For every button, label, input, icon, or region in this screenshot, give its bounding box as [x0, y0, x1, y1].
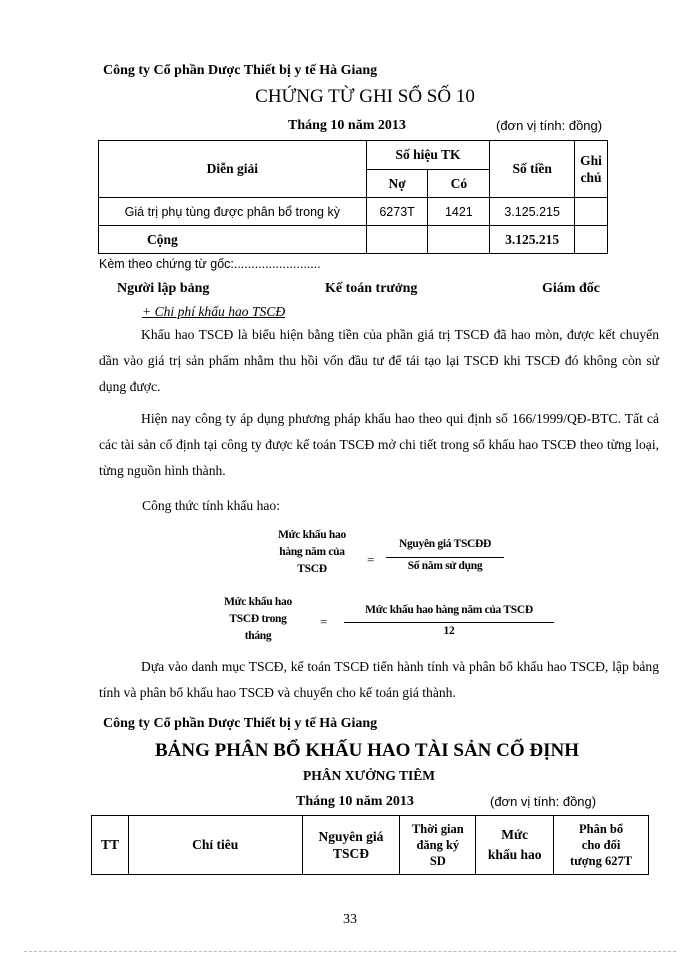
voucher-month: Tháng 10 năm 2013 [288, 118, 406, 133]
signature-director: Giám đốc [542, 281, 600, 296]
formula1-denominator: Số năm sử dụng [407, 560, 483, 572]
header-credit: Có [428, 170, 490, 198]
formula1-lhs: Mức khấu hao hàng năm của TSCĐ [278, 529, 346, 575]
header-description: Diễn giải [99, 141, 367, 198]
header-period: Thời gian đăng ký SD [400, 816, 476, 875]
row-credit: 1421 [428, 198, 490, 226]
row-debit: 6273T [366, 198, 428, 226]
company-name: Công ty Cổ phần Dược Thiết bị y tế Hà Giang [103, 63, 378, 78]
formula1-fraction-line [386, 557, 504, 558]
signature-preparer: Người lập bảng [117, 281, 210, 296]
header-item: Chỉ tiêu [128, 816, 302, 875]
header-tt: TT [92, 816, 129, 875]
voucher-title: CHỨNG TỪ GHI SỔ SỐ 10 [255, 86, 475, 107]
formula2-lhs: Mức khấu hao TSCĐ trong tháng [224, 596, 292, 642]
row-note [575, 198, 608, 226]
header-debit: Nợ [366, 170, 428, 198]
paragraph-3: Dựa vào danh mục TSCĐ, kế toán TSCĐ tiến hành tính và phân bổ khấu hao TSCĐ, lập bảng tính và phân bổ khấu hao TSCĐ và chuyển cho kế toán giá thành. [99, 659, 659, 700]
formula2-denominator: 12 [443, 625, 455, 637]
allocation-month: Tháng 10 năm 2013 [296, 794, 414, 809]
row-description: Giá trị phụ tùng được phân bổ trong kỳ [99, 198, 367, 226]
header-account-no: Số hiệu TK [366, 141, 490, 170]
paragraph-2: Hiện nay công ty áp dụng phương pháp khấu hao theo qui định số 166/1999/QĐ-BTC. Tất cả các tài sản cố định tại công ty được kế toán TSCĐ mở chi tiết trong sổ khấu hao TSCĐ theo từng loại, từng nguồn hình thành. [99, 411, 659, 478]
table-row [99, 198, 608, 226]
voucher-unit: (đơn vị tính: đồng) [496, 118, 603, 133]
formula-intro: Công thức tính khấu hao: [142, 498, 281, 513]
voucher-table [98, 140, 608, 254]
row-amount: 3.125.215 [490, 198, 575, 226]
allocation-subtitle: PHÂN XƯỞNG TIÊM [302, 768, 435, 783]
total-amount: 3.125.215 [490, 226, 575, 254]
total-label: Cộng [99, 226, 367, 254]
page-bottom-divider [24, 951, 676, 952]
allocation-title: BẢNG PHÂN BỔ KHẤU HAO TÀI SẢN CỐ ĐỊNH [154, 740, 580, 761]
total-row [99, 226, 608, 254]
formula2-numerator: Mức khấu hao hàng năm của TSCĐ [365, 604, 533, 616]
section-heading: + Chi phí khấu hao TSCĐ [142, 304, 286, 319]
header-rate: Mức khấu hao [476, 816, 554, 875]
formula2-fraction-line [344, 622, 554, 623]
signature-chief-accountant: Kế toán trưởng [325, 281, 418, 296]
allocation-company-name: Công ty Cổ phần Dược Thiết bị y tế Hà Giang [103, 716, 378, 731]
header-amount: Số tiền [490, 141, 575, 198]
header-note: Ghi chú [575, 141, 608, 198]
header-cost: Nguyên giá TSCĐ [302, 816, 400, 875]
page-number: 33 [343, 912, 357, 927]
header-allocation: Phân bổ cho đối tượng 627T [554, 816, 649, 875]
paragraph-1: Khấu hao TSCĐ là biểu hiện bằng tiền của phần giá trị TSCĐ đã hao mòn, được kết chuyển dần vào giá trị sản phẩm nhằm thu hồi vốn đầu tư để tái tạo lại TSCĐ khi TSCĐ đó không còn sử dụng được. [99, 327, 659, 394]
allocation-table [91, 815, 649, 875]
formula2-equals: = [320, 614, 328, 629]
formula1-equals: = [367, 552, 375, 567]
formula1-numerator: Nguyên giá TSCĐĐ [398, 538, 492, 550]
attached-documents: Kèm theo chứng từ gốc:......................... [99, 257, 321, 271]
allocation-unit: (đơn vị tính: đồng) [490, 794, 597, 809]
